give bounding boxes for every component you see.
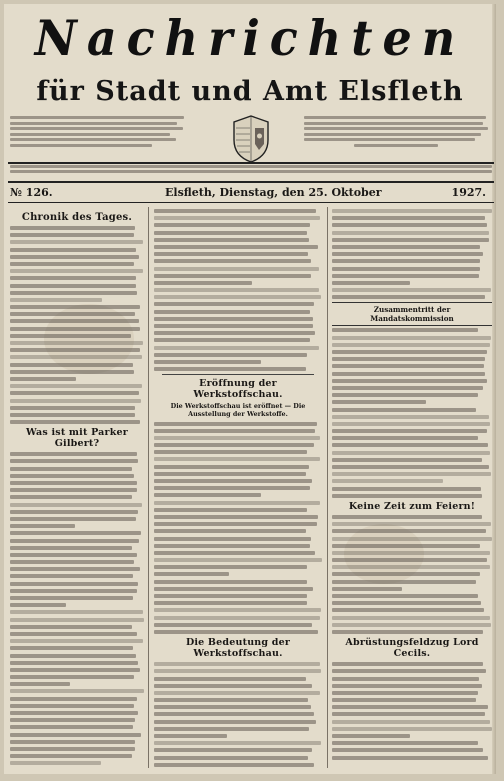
text-line [154,616,320,620]
text-line [332,386,483,390]
text-line [154,493,261,497]
text-line [154,734,227,738]
text-line [332,669,486,673]
text-line [10,625,132,629]
text-line [332,267,480,271]
text-line [332,734,410,738]
text-line [332,616,490,620]
text-line [10,517,136,521]
text-line [10,452,137,456]
text-line [10,377,76,381]
text-line [332,379,487,383]
text-line [332,245,480,249]
page-fold-shadow [492,4,496,774]
text-line [10,233,134,237]
section-heading: Was ist mit Parker Gilbert? [26,427,128,450]
text-line [154,662,320,666]
text-line [10,546,132,550]
text-line [154,238,309,242]
price-line [10,165,492,175]
text-line [154,756,308,760]
text-line [332,422,490,426]
text-line [332,436,478,440]
text-line [332,479,443,483]
text-line [154,353,307,357]
text-line [10,747,135,751]
text-line [10,420,140,424]
text-line [10,639,143,643]
text-line [332,458,482,462]
text-line [10,406,135,410]
text-line [154,360,261,364]
text-line [10,459,138,463]
text-line [332,662,483,666]
section-subheading: Die Werkstoffschau ist eröffnet — Die Ausstellung der Werkstoffe. [170,402,306,418]
text-line [10,618,144,622]
text-line [10,761,101,765]
section-heading: Eröffnung der Werkstoffschau. [193,378,283,401]
article-text [154,422,322,634]
article-text [332,209,492,299]
newspaper-page [4,4,496,774]
text-line [154,479,312,483]
article-separator [162,374,314,375]
text-line [332,209,492,213]
text-line [154,763,314,767]
text-line [332,630,483,634]
text-line [10,531,141,535]
text-line [10,348,140,352]
text-line [10,384,142,388]
header-rule [8,162,494,164]
text-line [332,443,488,447]
text-line [154,608,321,612]
text-line [10,341,143,345]
text-line [332,677,479,681]
text-line [10,610,143,614]
text-line [332,400,426,404]
text-line [332,343,490,347]
issue-year: 1927. [451,186,486,199]
text-line [10,589,137,593]
text-line [154,594,307,598]
text-line [10,754,132,758]
text-line [154,245,318,249]
text-line [154,223,310,227]
text-line [10,654,136,658]
text-line [154,691,320,695]
text-line [332,252,483,256]
text-line [10,269,143,273]
text-line [332,515,482,519]
text-line [10,474,134,478]
text-line [154,209,316,213]
text-line [154,450,307,454]
text-line [10,675,134,679]
text-line [332,372,485,376]
column-divider [148,207,149,768]
text-line [154,465,309,469]
article-text [332,515,492,634]
text-line [332,565,490,569]
article-text [10,452,144,768]
text-line [154,486,310,490]
text-line [332,594,478,598]
text-line [154,712,314,716]
issue-date: Elsfleth, Dienstag, den 25. Oktober [165,186,382,199]
text-line [154,630,318,634]
text-line [332,223,487,227]
text-line [332,720,490,724]
text-line [154,720,316,724]
publication-info-left [10,116,188,150]
text-line [154,515,318,519]
text-line [154,587,313,591]
text-line [154,501,320,505]
text-line [332,522,491,526]
text-line [154,288,319,292]
text-line [154,727,309,731]
text-line [10,574,133,578]
text-line [154,436,320,440]
text-line [10,262,134,266]
text-line [332,295,485,299]
text-line [10,725,133,729]
text-line [332,741,478,745]
text-line [154,346,319,350]
text-line [154,698,308,702]
article-text [332,328,492,497]
text-line [332,572,480,576]
town-crest-icon [228,114,274,164]
text-line [332,357,485,361]
text-line [154,231,307,235]
text-line [332,537,492,541]
text-line [154,274,311,278]
text-line [10,319,139,323]
text-line [154,267,319,271]
text-line [332,756,488,760]
text-line [332,587,402,591]
text-line [154,508,307,512]
masthead-subtitle: für Stadt und Amt Elsfleth [36,76,464,107]
text-line [332,336,491,340]
text-line [10,553,137,557]
text-line [10,668,140,672]
text-line [154,331,315,335]
text-line [332,558,487,562]
text-line [332,551,490,555]
text-line [332,393,478,397]
text-line [154,310,310,314]
text-line [154,677,306,681]
text-line [10,697,137,701]
text-line [154,472,306,476]
text-line [10,539,139,543]
text-line [332,748,483,752]
text-line [154,705,311,709]
text-line [332,451,490,455]
text-line [10,733,141,737]
text-line [10,718,135,722]
text-line [332,231,489,235]
text-line [154,669,321,673]
text-line [332,529,486,533]
text-line [10,305,140,309]
text-line [10,495,132,499]
publication-info-right [304,116,490,150]
text-line [154,443,314,447]
section-heading: Zusammentritt der Mandatskommission [332,302,492,326]
text-line [10,596,133,600]
text-line [10,711,138,715]
text-line [332,259,480,263]
text-line [154,565,307,569]
dateline [10,186,492,200]
text-line [332,698,476,702]
text-line [154,317,313,321]
section-heading: Chronik des Tages. [21,212,133,223]
text-line [154,572,229,576]
text-line [332,350,487,354]
text-line [154,558,322,562]
masthead-title: Nachrichten [34,9,466,67]
article-text [332,662,492,759]
section-heading: Die Bedeutung der Werkstoffschau. [185,637,291,660]
text-line [154,544,310,548]
text-line [10,370,134,374]
text-line [332,727,492,731]
text-line [332,328,478,332]
text-line [154,252,308,256]
text-line [10,560,134,564]
text-line [10,226,135,230]
text-line [332,364,484,368]
text-line [10,413,135,417]
section-heading: Abrüstungsfeldzug Lord Cecils. [345,637,479,660]
text-line [10,363,133,367]
text-line [154,623,312,627]
text-line [332,712,485,716]
text-line [10,682,70,686]
text-line [10,632,137,636]
text-line [10,740,135,744]
text-line [154,422,317,426]
text-line [10,284,136,288]
text-line [10,399,141,403]
text-line [154,741,321,745]
text-line [10,298,102,302]
text-line [332,684,482,688]
text-line [154,302,314,306]
text-line [154,259,311,263]
text-line [10,248,136,252]
text-line [332,472,491,476]
text-line [154,216,320,220]
text-line [332,238,489,242]
text-line [332,429,487,433]
text-line [10,603,66,607]
text-line [332,705,488,709]
text-line [10,567,140,571]
text-line [10,661,138,665]
masthead [4,8,496,74]
text-line [332,408,476,412]
text-line [10,291,137,295]
text-line [332,274,479,278]
text-line [10,582,138,586]
text-line [10,240,143,244]
text-line [332,281,410,285]
text-line [10,510,138,514]
text-line [154,684,312,688]
text-line [154,281,252,285]
text-line [154,522,317,526]
text-line [10,255,139,259]
text-line [332,608,484,612]
text-line [154,580,307,584]
text-line [154,295,321,299]
text-line [154,551,315,555]
text-line [154,457,320,461]
article-text [154,209,322,371]
text-line [10,276,136,280]
text-line [10,327,140,331]
text-line [332,487,481,491]
text-line [332,465,489,469]
text-line [154,748,312,752]
text-line [154,338,310,342]
text-line [332,580,476,584]
header-rule [8,181,494,183]
text-line [332,623,491,627]
article-text [154,662,322,768]
column-3 [332,209,492,768]
text-line [332,544,480,548]
text-line [154,324,313,328]
text-line [332,216,485,220]
text-line [332,288,491,292]
text-line [154,367,306,371]
text-line [10,312,135,316]
text-line [10,391,139,395]
column-divider [327,207,328,768]
text-line [154,429,315,433]
text-line [332,691,478,695]
text-line [10,704,134,708]
text-line [10,646,133,650]
text-line [10,355,142,359]
text-line [332,494,482,498]
text-line [10,524,75,528]
text-line [332,601,481,605]
section-heading: Keine Zeit zum Feiern! [348,500,476,512]
text-line [10,488,137,492]
text-line [10,481,137,485]
text-line [154,537,311,541]
column-2 [154,209,322,768]
text-line [154,529,306,533]
text-line [10,689,144,693]
article-text [10,226,144,424]
text-line [332,415,489,419]
column-1 [10,209,144,768]
text-line [154,601,307,605]
text-line [10,334,131,338]
text-line [10,467,132,471]
dateline-rule [8,202,494,203]
text-line [10,503,142,507]
issue-number: № 126. [10,186,53,199]
